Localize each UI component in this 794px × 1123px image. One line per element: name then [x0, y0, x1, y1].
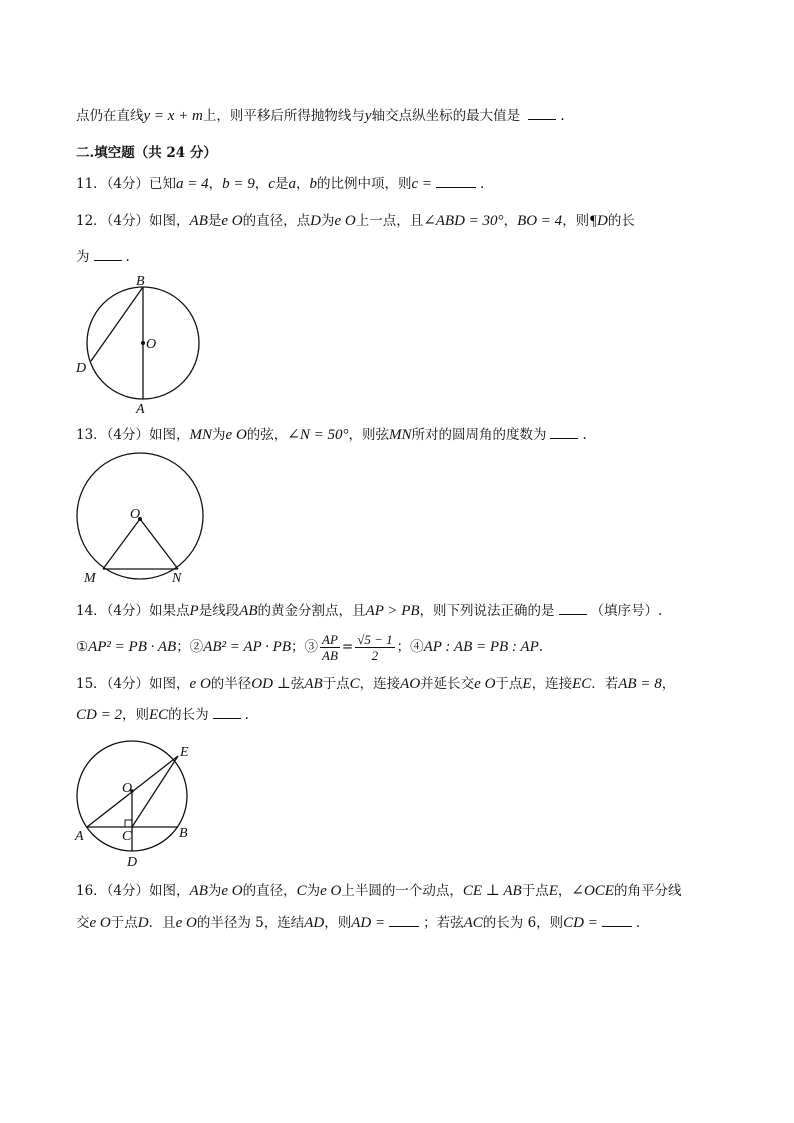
math: b [309, 176, 317, 192]
math: ∠N = 50° [287, 427, 349, 443]
prev-question-tail [76, 105, 565, 126]
text: 14．（4分）如果点 [76, 603, 190, 619]
question-13 [76, 424, 587, 445]
text: 12．（4分）如图， [76, 213, 190, 229]
question-16-line2 [76, 912, 640, 933]
segment-om [103, 519, 140, 569]
text: 的长为 [168, 707, 209, 723]
option-2: AB² = AP · PB [203, 639, 291, 655]
punct: . [582, 427, 587, 443]
text: 于点 [110, 915, 138, 931]
punct: . [635, 915, 641, 931]
math: e O [89, 915, 111, 931]
math: b = 9 [222, 176, 255, 192]
math: AB = 8 [618, 676, 662, 692]
math: P [189, 603, 199, 619]
question-11: 11．（4分）已知a = 4，b = 9，c是a，b的比例中项，则c = . [76, 173, 484, 194]
label-o: O [146, 337, 157, 352]
center-point [141, 341, 145, 345]
punct: . [244, 707, 249, 723]
math: e O [225, 427, 247, 443]
label-b: B [179, 826, 188, 841]
question-14-options [76, 630, 543, 664]
punct: . [538, 639, 544, 655]
label-a: A [75, 829, 84, 844]
text: 15．（4分）如图， [76, 676, 190, 692]
text: 上，则平移后所得抛物线与 [202, 108, 365, 124]
text: 为 [207, 883, 222, 899]
right-angle-mark [125, 820, 132, 827]
math: E [548, 883, 558, 899]
text: 弦 [290, 676, 305, 692]
chord-bd [91, 287, 143, 361]
option-1-marker: ① [76, 639, 89, 655]
numerator: √5 − 1 [357, 632, 393, 647]
math: AB [304, 676, 323, 692]
text: 为 [212, 427, 226, 443]
option-4: AP : AB = PB : AP [423, 639, 539, 655]
math: e O [334, 213, 356, 229]
answer-blank[interactable] [559, 600, 587, 615]
math: BO = 4 [517, 213, 563, 229]
math: e O [189, 676, 211, 692]
text: 为 [306, 883, 321, 899]
math: CE ⊥ AB [462, 883, 522, 899]
text: ．且 [148, 915, 176, 931]
math: y [364, 108, 372, 124]
question-12-line2 [76, 246, 130, 267]
math: D [310, 213, 321, 229]
segment-ec [132, 756, 178, 827]
math: D [137, 915, 149, 931]
label-d: D [76, 361, 87, 376]
answer-blank[interactable] [213, 704, 241, 719]
math: E [522, 676, 532, 692]
text: ，则 [562, 213, 590, 229]
math: a [288, 176, 296, 192]
math: e O [221, 883, 243, 899]
question-16 [76, 881, 681, 901]
punct: . [479, 176, 485, 192]
text: 是 [274, 176, 289, 192]
text: 的弦， [246, 427, 288, 443]
numerator: AP [322, 632, 338, 647]
option-3-marker: ；③ [291, 639, 318, 655]
label-e: E [180, 745, 189, 760]
answer-blank[interactable] [94, 246, 122, 261]
text: 点仍在直线 [76, 108, 144, 124]
answer-blank[interactable] [389, 912, 419, 927]
label-n: N [172, 571, 182, 586]
answer-blank[interactable] [436, 173, 476, 188]
math: e O [474, 676, 496, 692]
math: EC [572, 676, 592, 692]
text: ，则 [121, 707, 149, 723]
punct: . [560, 108, 565, 124]
answer-blank[interactable] [550, 424, 578, 439]
math: AB [189, 213, 208, 229]
punct: . [125, 249, 130, 265]
text: ，连接 [531, 676, 573, 692]
math: AB [189, 883, 208, 899]
text: 的半径为 5，连结 [196, 915, 305, 931]
text: 交 [76, 915, 90, 931]
math: ¶D [589, 213, 608, 229]
text: 的黄金分割点，且 [257, 603, 366, 619]
math: e O [175, 915, 197, 931]
math: AD = [351, 915, 386, 931]
math: y = x + m [143, 108, 203, 124]
text: （填序号）. [590, 603, 663, 619]
text: ， [557, 883, 572, 899]
answer-blank[interactable] [528, 105, 556, 120]
math: AB [239, 603, 258, 619]
math: AP > PB [365, 603, 420, 619]
section-title: 二.填空题（共 24 分） [76, 145, 217, 161]
answer-blank[interactable] [602, 912, 632, 927]
math: c = [411, 176, 432, 192]
equals: = [341, 639, 354, 655]
math: CD = [563, 915, 598, 931]
text: 所对的圆周角的度数为 [411, 427, 547, 443]
question-15-line2 [76, 704, 249, 725]
text: 于点 [495, 676, 523, 692]
math: C [349, 676, 360, 692]
text: 是线段 [198, 603, 240, 619]
math: ∠OCE [571, 883, 614, 899]
math: e O [320, 883, 342, 899]
text: ；若弦 [423, 915, 464, 931]
text: 13．（4分）如图， [76, 427, 190, 443]
text: ，连接 [359, 676, 401, 692]
label-d: D [127, 855, 138, 870]
text: 的半径 [210, 676, 252, 692]
option-4-marker: ；④ [396, 639, 424, 655]
question-12: 12．（4分）如图，AB是e O的直径，点D为e O上一点，且∠ABD = 30°，BO = 4，则¶D的长 [76, 213, 635, 229]
text: 是 [207, 213, 222, 229]
text: ，则 [324, 915, 352, 931]
text: 16．（4分）如图， [76, 883, 190, 899]
text: 的长为 6，则 [482, 915, 564, 931]
math: c [268, 176, 275, 192]
math: ∠ABD = 30° [423, 213, 504, 229]
text: 于点 [521, 883, 549, 899]
math: OD ⊥ [251, 676, 291, 692]
denominator: AB [322, 648, 338, 663]
math: CD = 2 [76, 707, 122, 723]
fraction-ap-ab [320, 632, 340, 663]
text: 轴交点纵坐标的最大值是 [371, 108, 521, 124]
math: MN [189, 427, 213, 443]
text: 于点 [322, 676, 350, 692]
text: 上一点，且 [355, 213, 424, 229]
math: AC [463, 915, 483, 931]
text: ．若 [591, 676, 619, 692]
label-b: B [136, 274, 145, 289]
text: 11．（4分）已知 [76, 176, 177, 192]
text: 为 [76, 249, 90, 265]
question-14 [76, 600, 662, 621]
text: ，则弦 [348, 427, 389, 443]
text: 的比例中项，则 [316, 176, 412, 192]
figure-q13 [74, 452, 214, 586]
question-15: 15．（4分）如图，e O的半径OD ⊥弦AB于点C，连接AO并延长交e O于点E，连接EC．若AB = 8， [76, 676, 676, 692]
label-o: O [122, 781, 133, 796]
label-m: M [84, 571, 96, 586]
text: 并延长交 [420, 676, 475, 692]
math: e O [221, 213, 243, 229]
text: 的角平分线 [613, 883, 682, 899]
label-c: C [122, 829, 132, 844]
math: AD [304, 915, 325, 931]
text: 的长 [607, 213, 635, 229]
option-1: AP² = PB · AB [88, 639, 177, 655]
figure-q12 [70, 272, 220, 422]
figure-q15 [70, 740, 210, 872]
label-o: O [130, 507, 141, 522]
text: 的直径， [242, 883, 297, 899]
math: MN [388, 427, 412, 443]
denominator: 2 [371, 648, 379, 663]
fraction-golden [355, 632, 394, 663]
math: EC [148, 707, 169, 723]
text: 为 [320, 213, 335, 229]
text: ，则下列说法正确的是 [419, 603, 555, 619]
option-2-marker: ；② [176, 639, 204, 655]
math: a = 4 [176, 176, 209, 192]
segment-on [140, 519, 178, 569]
label-a: A [136, 402, 145, 417]
text: 的直径，点 [242, 213, 311, 229]
text: 上半圆的一个动点， [341, 883, 463, 899]
math: AO [400, 676, 421, 692]
math: C [296, 883, 307, 899]
